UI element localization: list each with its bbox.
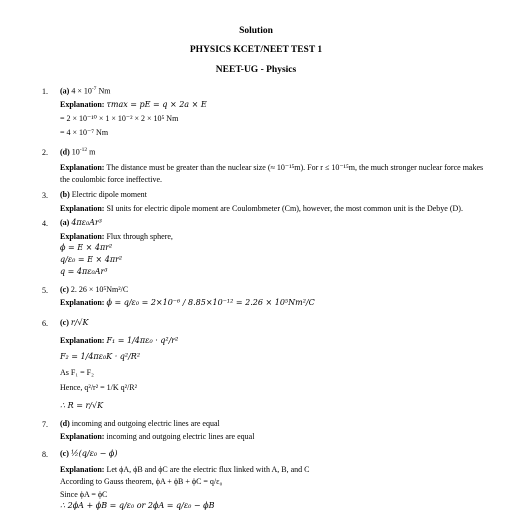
question-number: 8.: [42, 450, 48, 459]
explanation-line: Explanation: F₁ = 1/4πε₀ · q²/r²: [60, 336, 179, 345]
question-number: 4.: [42, 219, 48, 228]
answer-line: (c) ½(q/ε₀ − ϕ): [60, 449, 118, 458]
doc-title: Solution: [239, 26, 273, 36]
answer-line: (c) r/√K: [60, 318, 89, 327]
section-title: NEET-UG - Physics: [215, 65, 297, 75]
answer-line: (a) 4πε₀Ar³: [60, 218, 102, 227]
answer-line: (d) incoming and outgoing electric lines are equal: [60, 419, 220, 428]
answer-option: (a): [60, 86, 70, 96]
question-number: 1.: [42, 87, 48, 96]
explanation-line: Since ϕA = ϕC: [60, 490, 108, 499]
equation: F₂ = 1/4πε₀K · q²/R²: [60, 352, 141, 361]
equation: q/ε₀ = E × 4πr²: [60, 255, 123, 264]
explanation-line: Explanation: incoming and outgoing electric lines are equal: [60, 432, 255, 441]
explanation-line: Explanation: τmax = pE = q × 2a × E: [60, 100, 207, 109]
question-number: 3.: [42, 191, 48, 200]
explanation-line: Explanation: Flux through sphere,: [60, 232, 173, 241]
answer-line: (d) $10^{-12}$ m: [60, 147, 96, 157]
answer-line: (c) 2. 26 × 10⁵Nm²/C: [60, 285, 129, 294]
equation: ∴ R = r/√K: [60, 401, 104, 410]
explanation-line: Explanation: ϕ = q/ε₀ = 2×10⁻⁶ / 8.85×10⁻¹² = 2.26 × 10⁵Nm²/C: [60, 298, 315, 307]
equation: q = 4πε₀Ar³: [60, 267, 108, 276]
doc-subtitle: PHYSICS KCET/NEET TEST 1: [189, 45, 323, 55]
explanation-line: According to Gauss theorem, ϕA + ϕB + ϕC = q/ε₀: [60, 477, 223, 486]
answer-line: (b) Electric dipole moment: [60, 190, 147, 199]
answer-line: (a) $4 \times 10^{-7}$ Nm: [60, 86, 111, 96]
question-number: 5.: [42, 286, 48, 295]
question-number: 2.: [42, 148, 48, 157]
answer-option: (d): [60, 147, 70, 157]
equation: ∴ 2ϕA + ϕB = q/ε₀ or 2ϕA = q/ε₀ − ϕB: [60, 501, 215, 510]
explanation-label: Explanation:: [60, 100, 105, 109]
question-number: 6.: [42, 319, 48, 328]
explanation-line: = 4 × 10⁻⁷ Nm: [60, 128, 109, 137]
question-number: 7.: [42, 420, 48, 429]
explanation-line: = 2 × 10⁻¹⁰ × 1 × 10⁻² × 2 × 10⁵ Nm: [60, 114, 179, 123]
explanation-line: Explanation: SI units for electric dipole moment are Coulombmeter (Cm), however, the most common unit is the Debye (D).: [60, 204, 463, 213]
equation: ϕ = E × 4πr²: [60, 243, 113, 252]
explanation-paragraph: Explanation: The distance must be greater than the nuclear size (≈ 10⁻¹⁵m). For r ≤ 10⁻¹⁵m, the much stronger nuclear force makes the coulombic force ineffective.: [60, 163, 484, 184]
explanation-line: Explanation: Let ϕA, ϕB and ϕC are the electric flux linked with A, B, and C: [60, 465, 310, 474]
explanation-line: As F₁ = F₂: [60, 368, 94, 377]
answer-text: 4 × 10: [71, 86, 92, 96]
explanation-line: Hence, q²/r² = 1/K q²/R²: [60, 383, 137, 392]
